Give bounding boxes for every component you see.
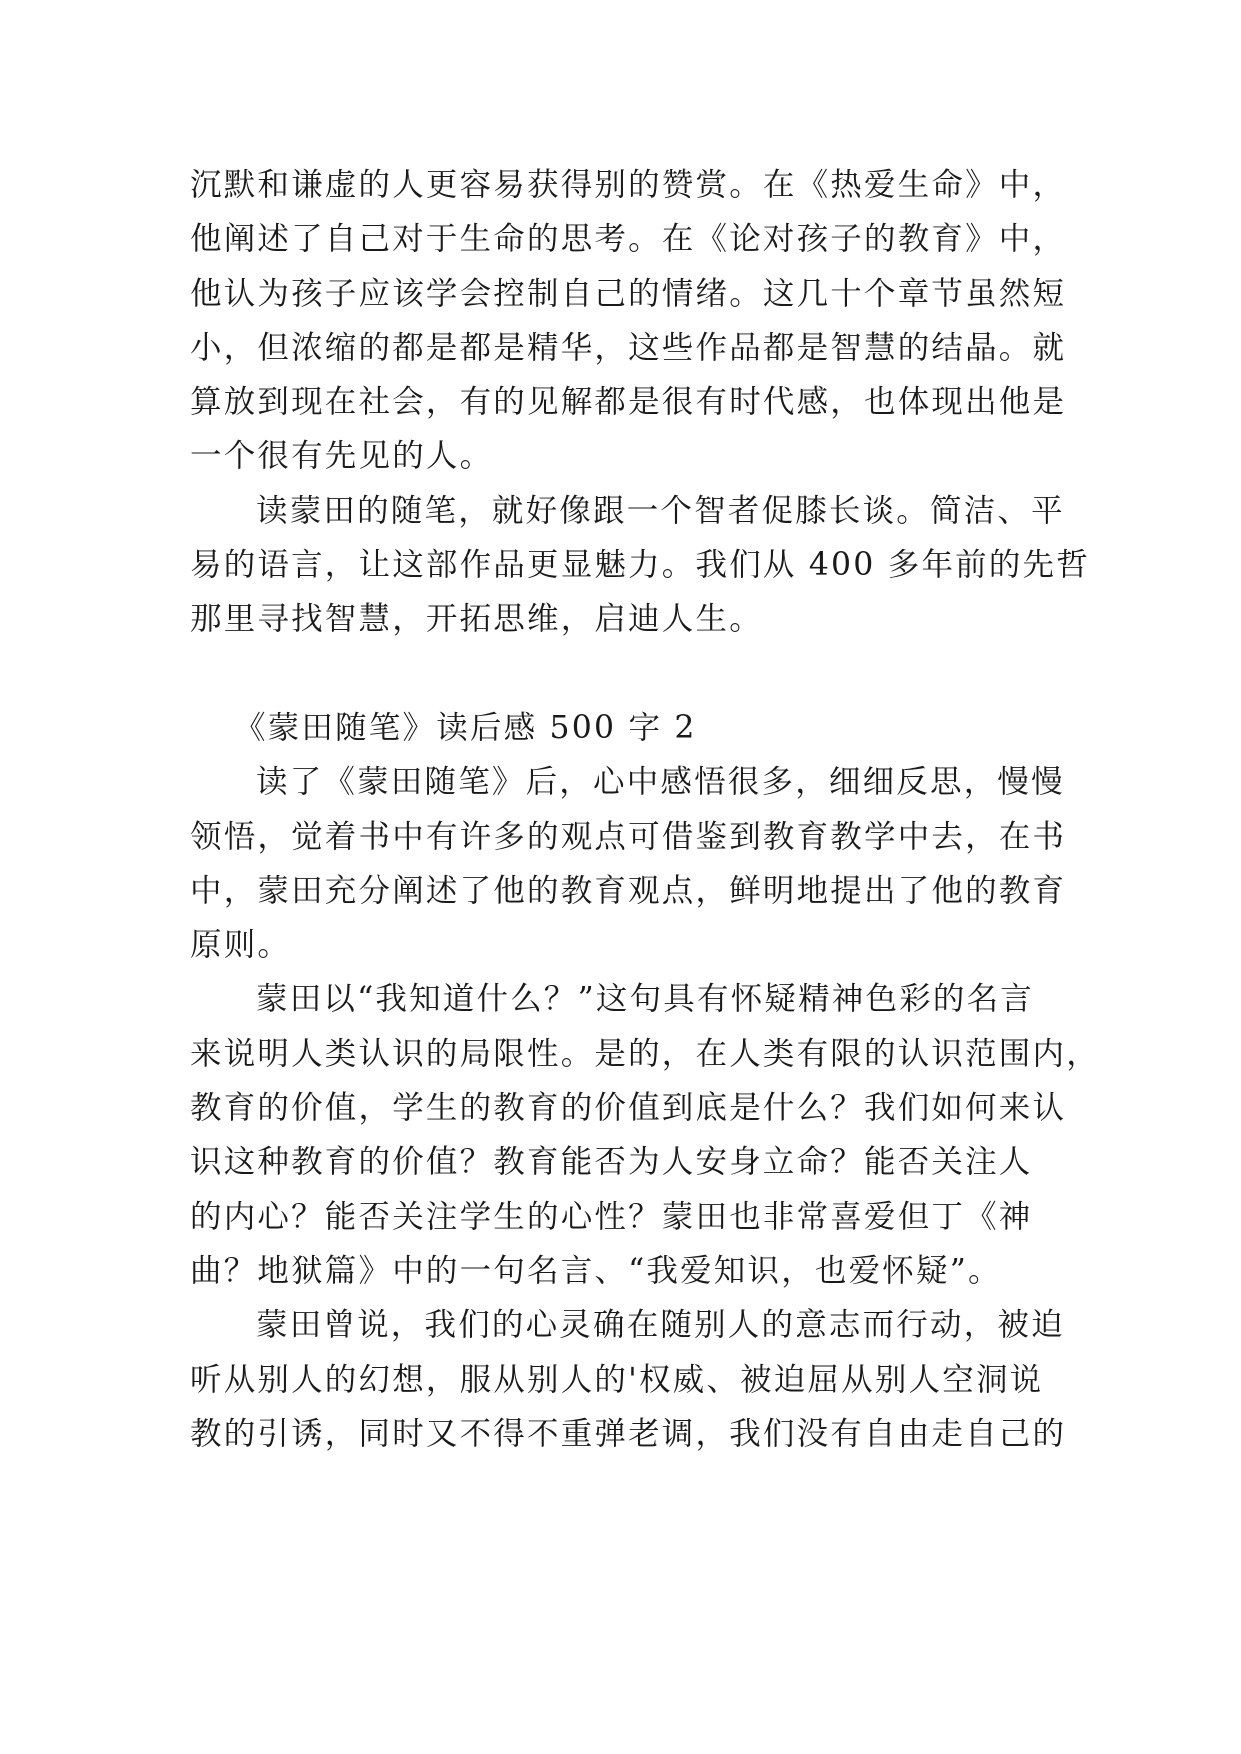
text-line: 他认为孩子应该学会控制自己的情绪。这几十个章节虽然短: [190, 275, 1067, 312]
paragraph: [190, 484, 1090, 647]
text-line: 识这种教育的价值？教育能否为人安身立命？能否关注人: [190, 1144, 1033, 1181]
paragraph-continuation: [190, 158, 1067, 484]
text-line: 算放到现在社会，有的见解都是很有时代感，也体现出他是: [190, 384, 1067, 421]
text-line: 听从别人的幻想，服从别人的'权威、被迫屈从别人空洞说: [190, 1361, 1044, 1398]
text-line: 小，但浓缩的都是都是精华，这些作品都是智慧的结晶。就: [190, 329, 1067, 366]
text-line: 曲？地狱篇》中的一句名言、“我爱知识，也爱怀疑”。: [190, 1252, 1002, 1289]
text-line: 教的引诱，同时又不得不重弹老调，我们没有自由走自己的: [190, 1415, 1067, 1452]
text-line: 领悟，觉着书中有许多的观点可借鉴到教育教学中去，在书: [190, 818, 1067, 855]
text-line: 读蒙田的随笔，就好像跟一个智者促膝长谈。简洁、平: [256, 492, 1065, 529]
text-line: 读了《蒙田随笔》后，心中感悟很多，细细反思，慢慢: [256, 764, 1065, 801]
blank-line: [190, 647, 1060, 701]
text-line: 一个很有先见的人。: [190, 438, 494, 475]
text-line: 来说明人类认识的局限性。是的，在人类有限的认识范围内，: [190, 1035, 1100, 1072]
text-line: 他阐述了自己对于生命的思考。在《论对孩子的教育》中，: [190, 221, 1067, 258]
text-line: 那里寻找智慧，开拓思维，启迪人生。: [190, 601, 763, 638]
paragraph: [190, 755, 1067, 972]
text-line: 蒙田曾说，我们的心灵确在随别人的意志而行动，被迫: [256, 1307, 1065, 1344]
section-heading: 《蒙田随笔》读后感 500 字 2: [234, 709, 697, 746]
text-line: 沉默和谦虚的人更容易获得别的赞赏。在《热爱生命》中，: [190, 167, 1067, 203]
text-line: 中，蒙田充分阐述了他的教育观点，鲜明地提出了他的教育: [190, 872, 1067, 909]
text-line: 蒙田以“我知道什么？”这句具有怀疑精神色彩的名言: [256, 981, 1035, 1018]
text-line: 的内心？能否关注学生的心性？蒙田也非常喜爱但丁《神: [190, 1198, 1033, 1235]
document-body: [190, 158, 1100, 1461]
text-line: 教育的价值，学生的教育的价值到底是什么？我们如何来认: [190, 1090, 1067, 1127]
paragraph: [190, 1298, 1067, 1461]
paragraph: [190, 972, 1100, 1298]
text-line: 易的语言，让这部作品更显魅力。我们从 400 多年前的先哲: [190, 547, 1090, 584]
text-line: 原则。: [190, 927, 292, 964]
